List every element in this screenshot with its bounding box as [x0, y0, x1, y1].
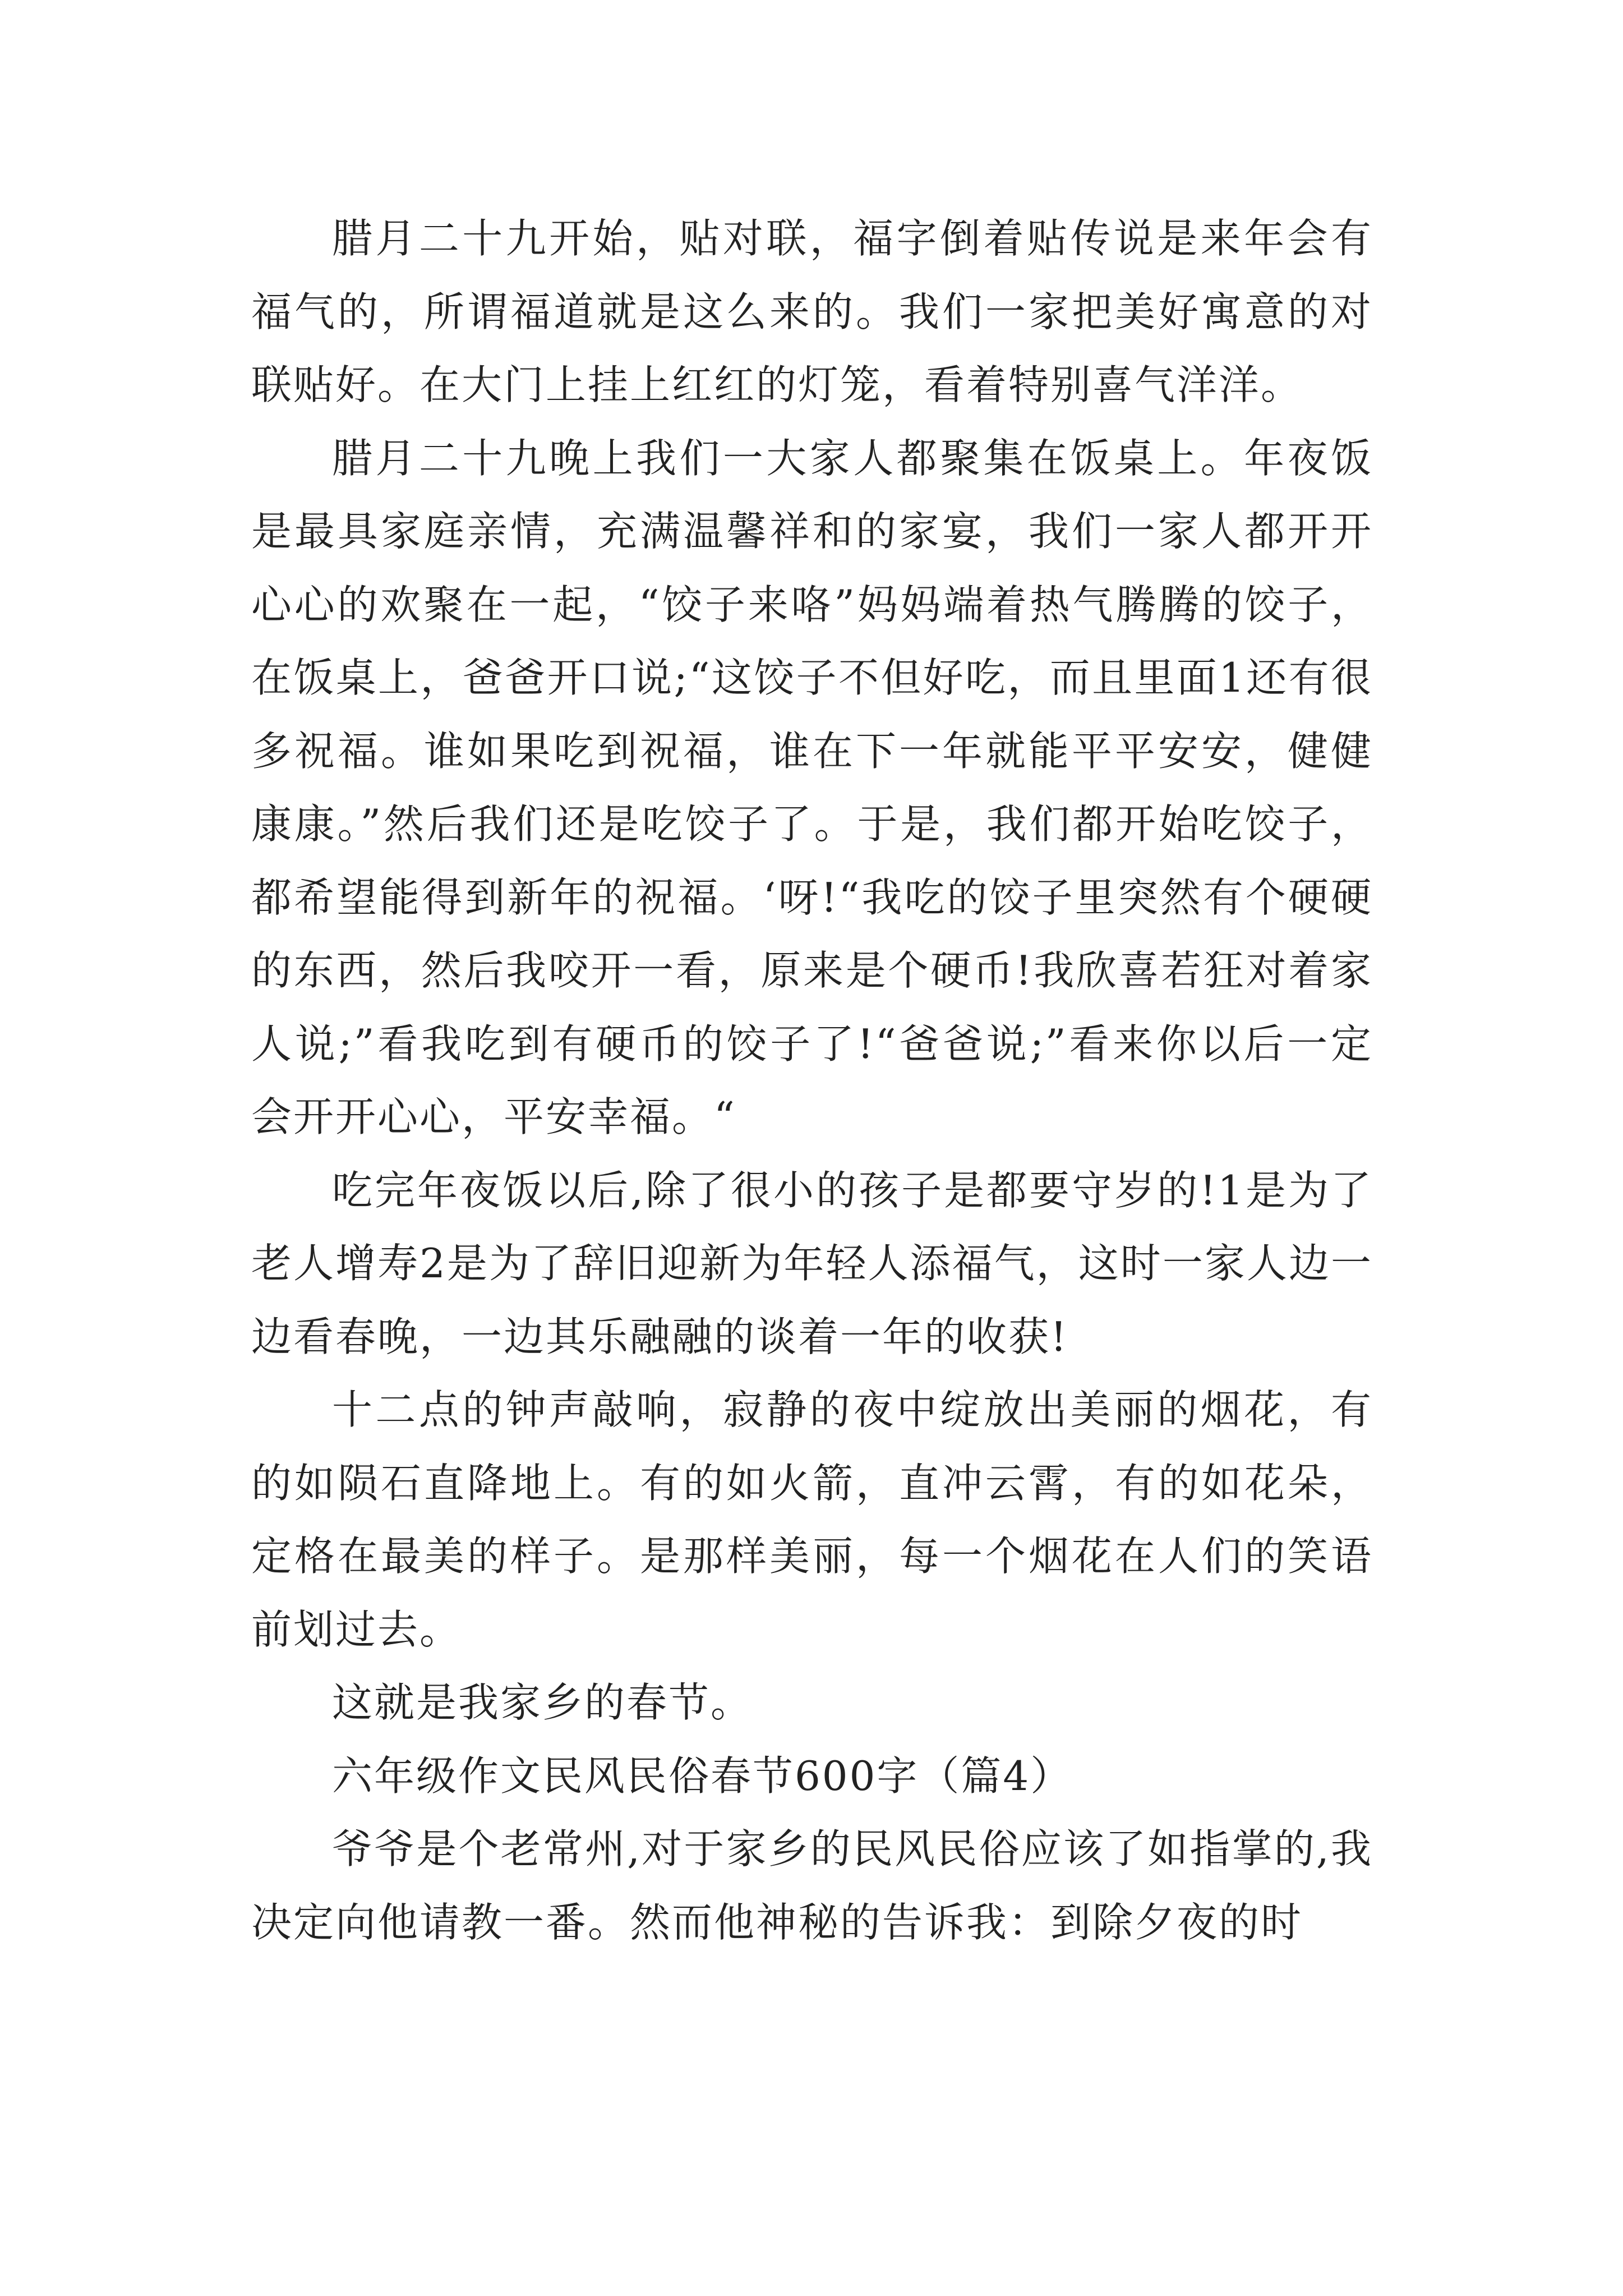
document-body: [251, 202, 1373, 1959]
paragraph-conclusion: 这就是我家乡的春节。: [332, 1679, 753, 1726]
paragraph-grandpa: 爷爷是个老常州,对于家乡的民风民俗应该了如指掌的,我决定向他请教一番。然而他神秘的告诉我：到除夕夜的时: [251, 1825, 1373, 1946]
paragraph-new-year-dinner: 腊月二十九晚上我们一大家人都聚集在饭桌上。年夜饭是最具家庭亲情，充满温馨祥和的家宴，我们一家人都开开心心的欢聚在一起，“饺子来咯”妈妈端着热气腾腾的饺子，在饭桌上，爸爸开口说;“这饺子不但好吃，而且里面1还有很多祝福。谁如果吃到祝福，谁在下一年就能平平安安，健健康康。”然后我们还是吃饺子了。于是，我们都开始吃饺子，都希望能得到新年的祝福。‘呀!“我吃的饺子里突然有个硬硬的东西，然后我咬开一看，原来是个硬币!我欣喜若狂对着家人说;”看我吃到有硬币的饺子了!“爸爸说;”看来你以后一定会开开心心，平安幸福。“: [251, 434, 1373, 1140]
paragraph-couplets: 腊月二十九开始，贴对联，福字倒着贴传说是来年会有福气的，所谓福道就是这么来的。我们一家把美好寓意的对联贴好。在大门上挂上红红的灯笼，看着特别喜气洋洋。: [251, 215, 1373, 408]
paragraph-fireworks: 十二点的钟声敲响，寂静的夜中绽放出美丽的烟花，有的如陨石直降地上。有的如火箭，直冲云霄，有的如花朵，定格在最美的样子。是那样美丽，每一个烟花在人们的笑语前划过去。: [251, 1386, 1373, 1653]
paragraph-staying-up: 吃完年夜饭以后,除了很小的孩子是都要守岁的!1是为了老人增寿2是为了辞旧迎新为年轻人添福气，这时一家人边一边看春晚，一边其乐融融的谈着一年的收获!: [251, 1166, 1373, 1360]
section-heading: 六年级作文民风民俗春节600字（篇4）: [332, 1752, 1073, 1800]
